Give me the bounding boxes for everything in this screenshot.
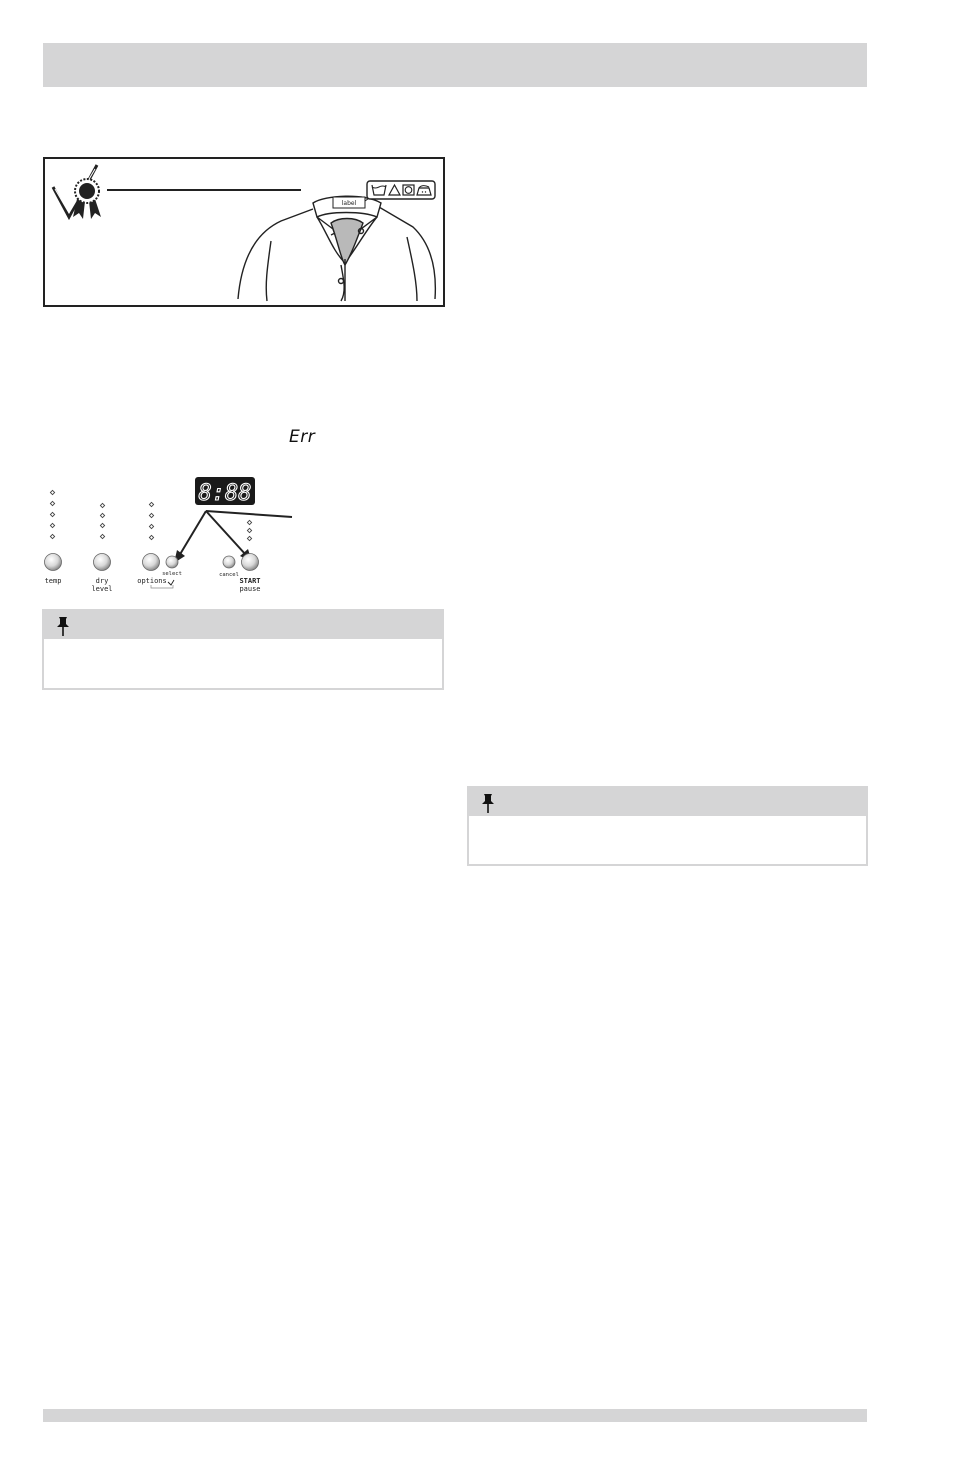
dry-label: dry — [95, 577, 109, 585]
status-indicator-lights — [247, 520, 251, 540]
care-label-illustration — [43, 157, 445, 307]
cancel-button[interactable] — [223, 556, 235, 568]
checkmark-ribbon-icon — [53, 165, 101, 219]
temp-button[interactable] — [45, 554, 62, 571]
level-label: level — [91, 585, 113, 593]
start-label: START — [239, 577, 261, 585]
select-button[interactable] — [166, 556, 178, 568]
options-button[interactable] — [143, 554, 160, 571]
pause-label: pause — [239, 585, 261, 593]
control-panel-illustration — [40, 470, 300, 598]
note-box — [467, 786, 868, 866]
cancel-label: cancel — [219, 572, 239, 578]
page-header-bar — [43, 43, 867, 87]
note-header — [469, 788, 866, 816]
note-box — [42, 609, 444, 690]
start-pause-button[interactable] — [242, 554, 259, 571]
select-label: select — [162, 571, 182, 577]
options-indicator-lights — [149, 502, 153, 539]
select-check-mark — [168, 580, 174, 585]
temp-indicator-lights — [50, 490, 54, 538]
options-label: options — [137, 577, 167, 585]
display-digits: 8:88 — [198, 481, 252, 506]
shirt-drawing — [238, 196, 435, 301]
page-footer-bar — [43, 1409, 867, 1422]
temp-label: temp — [44, 577, 62, 585]
dry-level-indicator-lights — [100, 503, 104, 538]
pushpin-icon — [54, 615, 74, 637]
dry-level-button[interactable] — [94, 554, 111, 571]
note-header — [44, 611, 442, 639]
error-display-text: Err — [289, 427, 316, 447]
neck-tag-text: label — [341, 200, 357, 207]
pushpin-icon — [479, 792, 499, 814]
